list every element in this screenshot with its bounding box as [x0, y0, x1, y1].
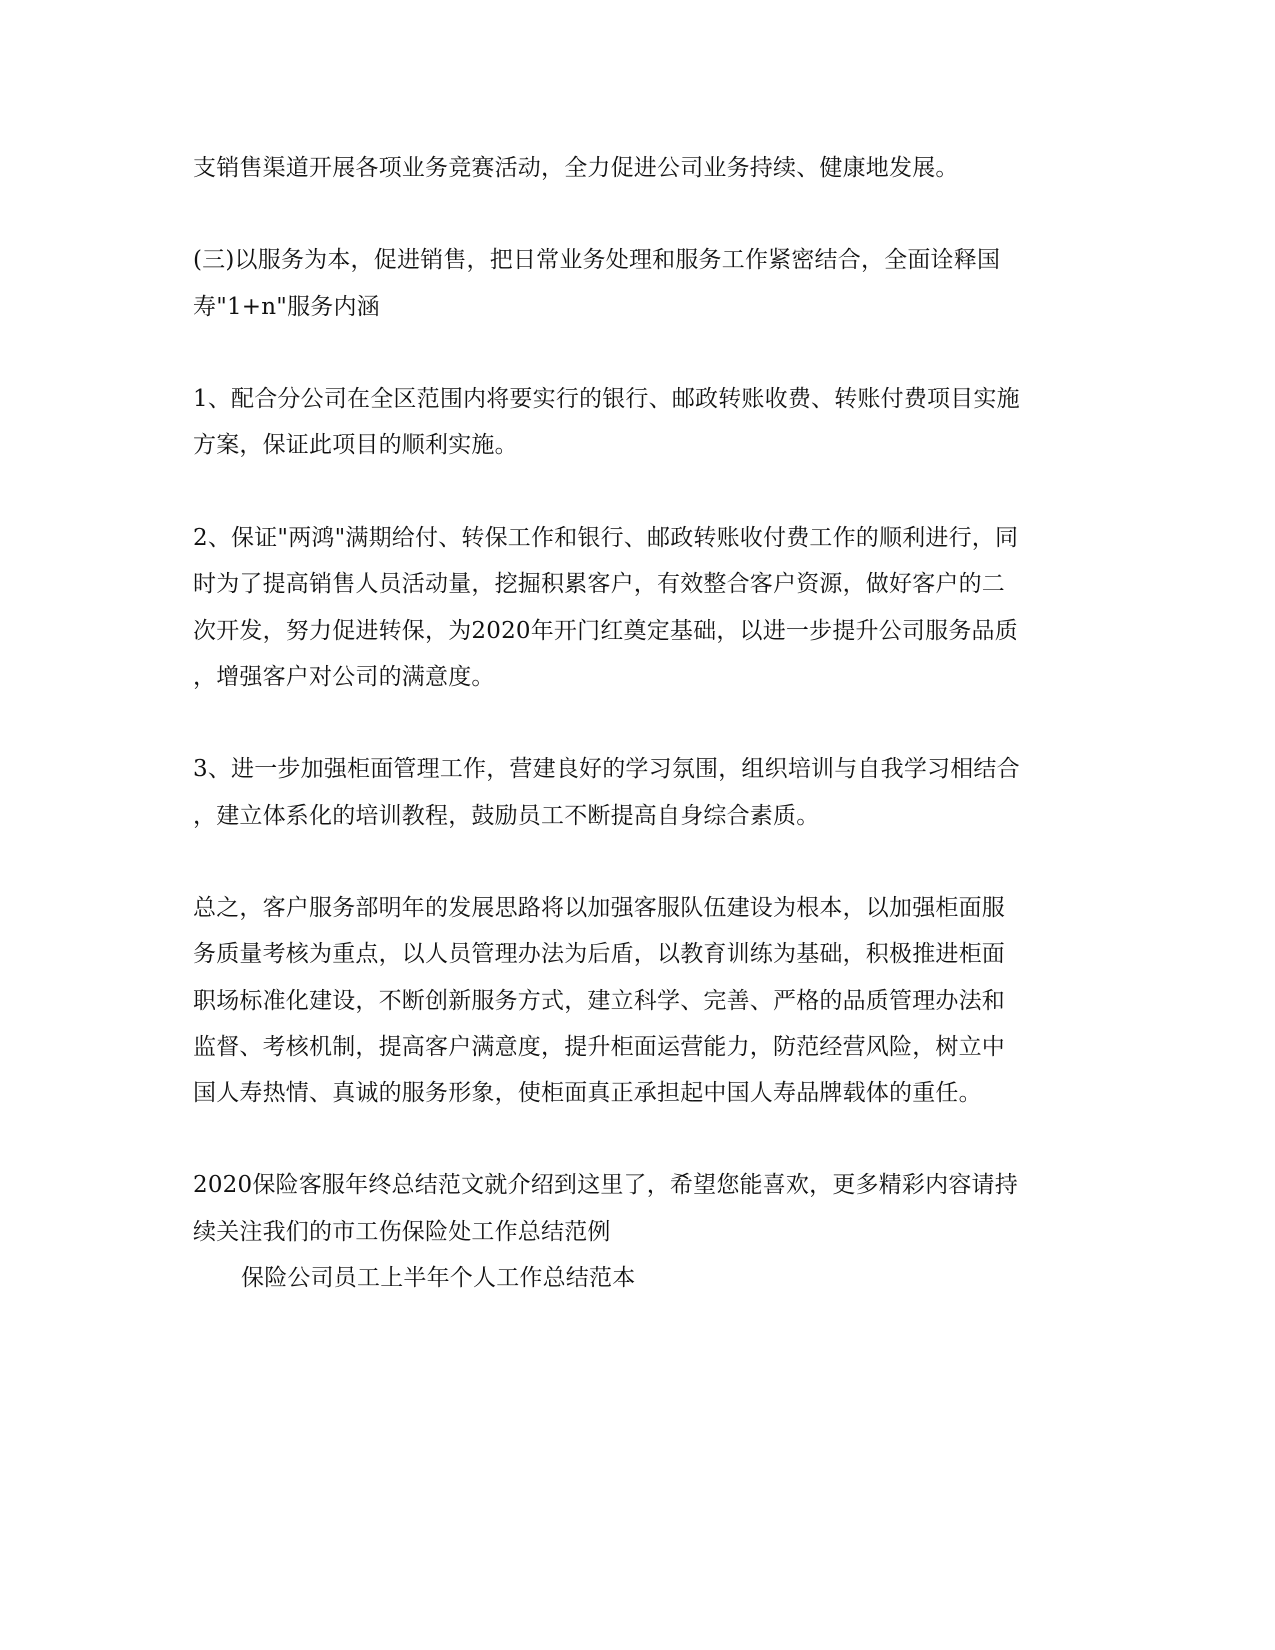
- item-2-line-2: 时为了提高销售人员活动量，挖掘积累客户，有效整合客户资源，做好客户的二: [193, 571, 1005, 597]
- summary-line-1: 总之，客户服务部明年的发展思路将以加强客服队伍建设为根本，以加强柜面服: [193, 895, 1005, 921]
- item-3-line-2: ，建立体系化的培训教程，鼓励员工不断提高自身综合素质。: [193, 803, 820, 829]
- summary-line-3: 职场标准化建设，不断创新服务方式，建立科学、完善、严格的品质管理办法和: [193, 988, 1005, 1014]
- summary-line-2: 务质量考核为重点，以人员管理办法为后盾，以教育训练为基础，积极推进柜面: [193, 941, 1005, 967]
- section-3-heading-line-1: (三)以服务为本，促进销售，把日常业务处理和服务工作紧密结合，全面诠释国: [193, 247, 1001, 273]
- item-1-line-1: 1、配合分公司在全区范围内将要实行的银行、邮政转账收费、转账付费项目实施: [193, 386, 1020, 412]
- item-2-line-3: 次开发，努力促进转保，为2020年开门红奠定基础，以进一步提升公司服务品质: [193, 618, 1018, 644]
- closing-line-2: 续关注我们的市工伤保险处工作总结范例: [193, 1219, 611, 1245]
- item-3-line-1: 3、进一步加强柜面管理工作，营建良好的学习氛围，组织培训与自我学习相结合: [193, 756, 1020, 782]
- item-2-line-4: ，增强客户对公司的满意度。: [193, 664, 495, 690]
- paragraph-1-line-1: 支销售渠道开展各项业务竞赛活动，全力促进公司业务持续、健康地发展。: [193, 155, 959, 181]
- closing-line-1: 2020保险客服年终总结范文就介绍到这里了，希望您能喜欢，更多精彩内容请持: [193, 1172, 1018, 1198]
- section-3-heading-line-2: 寿"1+n"服务内涵: [193, 294, 380, 320]
- summary-line-5: 国人寿热情、真诚的服务形象，使柜面真正承担起中国人寿品牌载体的重任。: [193, 1080, 982, 1106]
- item-2-line-1: 2、保证"两鸿"满期给付、转保工作和银行、邮政转账收付费工作的顺利进行，同: [193, 525, 1019, 551]
- item-1-line-2: 方案，保证此项目的顺利实施。: [193, 432, 518, 458]
- summary-line-4: 监督、考核机制，提高客户满意度，提升柜面运营能力，防范经营风险，树立中: [193, 1034, 1005, 1060]
- related-article-title: 保险公司员工上半年个人工作总结范本: [241, 1265, 636, 1291]
